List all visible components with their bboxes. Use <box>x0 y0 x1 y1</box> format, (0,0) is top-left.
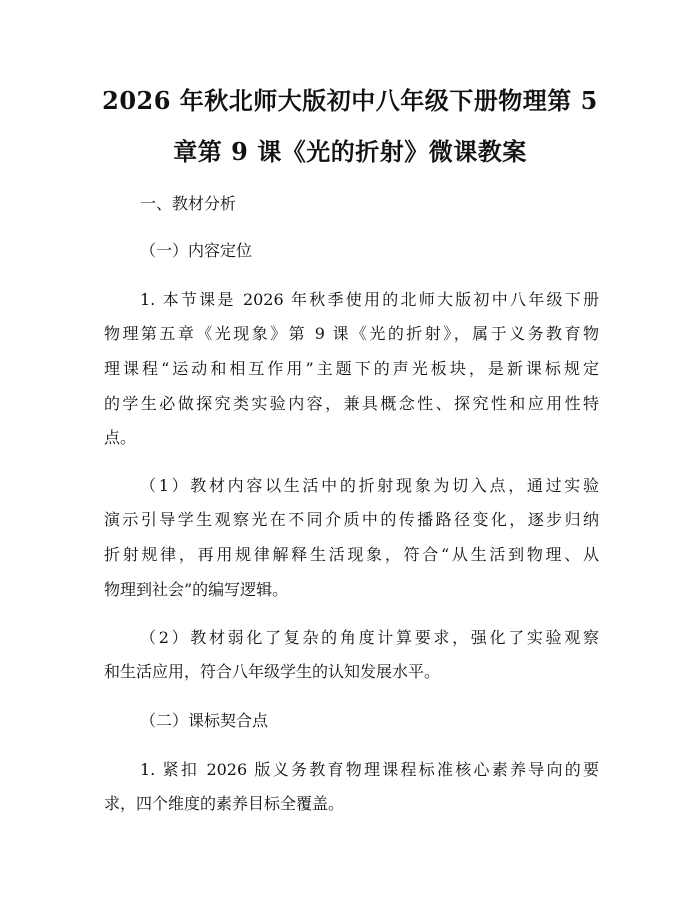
paragraph-1-line-2: 物理第五章《光现象》第 9 课《光的折射》，属于义务教育物 <box>104 324 599 343</box>
paragraph-1-line-5: 点。 <box>104 428 137 447</box>
document-title-line-2: 章第 9 课《光的折射》微课教案 <box>173 137 527 166</box>
paragraph-1-line-4: 的学生必做探究类实验内容，兼具概念性、探究性和应用性特 <box>104 394 599 413</box>
document-title-line-1: 2026 年秋北师大版初中八年级下册物理第 5 <box>102 86 598 115</box>
subsection-heading: （一）内容定位 <box>140 241 253 260</box>
paragraph-2-line-3: 折射规律，再用规律解释生活现象，符合“从生活到物理、从 <box>104 545 599 564</box>
paragraph-2-line-1: （1）教材内容以生活中的折射现象为切入点，通过实验 <box>140 476 599 495</box>
paragraph-2-line-4: 物理到社会”的编写逻辑。 <box>104 580 289 599</box>
paragraph-3-line-2: 和生活应用，符合八年级学生的认知发展水平。 <box>104 662 441 681</box>
subsection-heading: （二）课标契合点 <box>140 711 269 730</box>
section-heading: 一、教材分析 <box>140 194 237 213</box>
paragraph-3-line-1: （2）教材弱化了复杂的角度计算要求，强化了实验观察 <box>140 628 599 647</box>
paragraph-2-line-2: 演示引导学生观察光在不同介质中的传播路径变化，逐步归纳 <box>104 510 599 529</box>
paragraph-4-line-2: 求，四个维度的素养目标全覆盖。 <box>104 794 345 813</box>
paragraph-1-line-3: 理课程“运动和相互作用”主题下的声光板块，是新课标规定 <box>104 359 599 378</box>
paragraph-1-line-1: 1. 本节课是 2026 年秋季使用的北师大版初中八年级下册 <box>140 290 599 309</box>
paragraph-4-line-1: 1. 紧扣 2026 版义务教育物理课程标准核心素养导向的要 <box>140 760 599 779</box>
